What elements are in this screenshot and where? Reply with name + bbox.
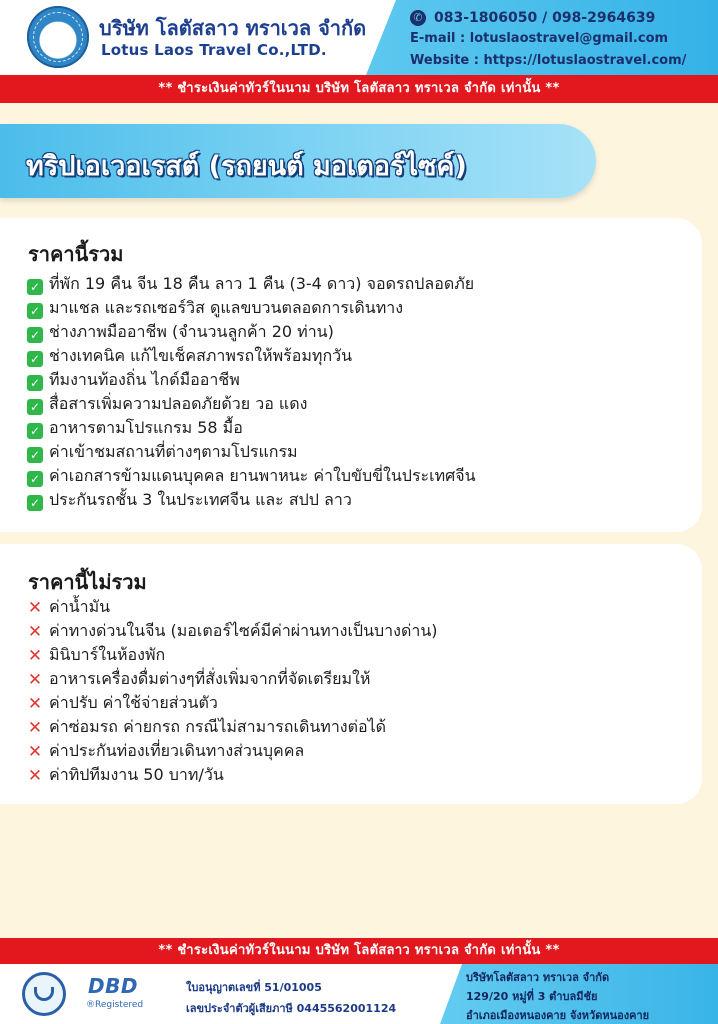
check-icon: ✓ — [27, 447, 43, 463]
footer-company-name: บริษัทโลตัสลาว ทราเวล จำกัด — [466, 971, 610, 984]
cross-icon: ✕ — [27, 718, 43, 738]
tourism-license-emblem-icon — [22, 972, 66, 1016]
check-icon: ✓ — [27, 327, 43, 343]
list-item — [27, 368, 476, 392]
phone-line[interactable] — [410, 10, 655, 26]
page-title: ทริปเอเวอเรสต์ (รถยนต์ มอเตอร์ไซค์) — [26, 151, 467, 182]
list-item-text: ประกันรถชั้น 3 ในประเทศจีน และ สปป ลาว — [49, 490, 352, 509]
excluded-list — [27, 595, 438, 787]
list-item-text: ค่าซ่อมรถ ค่ายกรถ กรณีไม่สามารถเดินทางต่อได้ — [49, 717, 387, 736]
list-item-text: ทีมงานท้องถิ่น ไกด์มืออาชีพ — [49, 370, 240, 389]
check-icon: ✓ — [27, 423, 43, 439]
list-item-text: มาแชล และรถเซอร์วิส ดูแลขบวนตลอดการเดินทาง — [49, 298, 404, 317]
list-item — [27, 296, 476, 320]
list-item-text: ช่างภาพมืออาชีพ (จำนวนลูกค้า 20 ท่าน) — [49, 322, 334, 341]
list-item — [27, 595, 438, 619]
check-icon: ✓ — [27, 375, 43, 391]
cross-icon: ✕ — [27, 670, 43, 690]
list-item-text: อาหารเครื่องดื่มต่างๆที่สั่งเพิ่มจากที่จัดเตรียมให้ — [49, 669, 371, 688]
cross-icon: ✕ — [27, 694, 43, 714]
list-item — [27, 739, 438, 763]
list-item-text: ค่าทิปทีมงาน 50 บาท/วัน — [49, 765, 224, 784]
title-banner — [0, 124, 596, 198]
list-item — [27, 619, 438, 643]
registered-icon: ® — [86, 1000, 95, 1010]
list-item — [27, 320, 476, 344]
list-item — [27, 488, 476, 512]
cross-icon: ✕ — [27, 598, 43, 618]
included-card — [0, 218, 702, 532]
payment-notice-bottom: ** ชำระเงินค่าทัวร์ในนาม บริษัท โลตัสลาว ทราเวล จำกัด เท่านั้น ** — [0, 938, 718, 964]
check-icon: ✓ — [27, 303, 43, 319]
list-item-text: ค่าเข้าชมสถานที่ต่างๆตามโปรแกรม — [49, 442, 298, 461]
payment-notice-top: ** ชำระเงินค่าทัวร์ในนาม บริษัท โลตัสลาว ทราเวล จำกัด เท่านั้น ** — [0, 75, 718, 103]
logo-ring — [33, 12, 83, 62]
dbd-logo: DBD — [88, 974, 138, 998]
check-icon: ✓ — [27, 351, 43, 367]
tax-id: เลขประจำตัวผู้เสียภาษี 0445562001124 — [186, 1002, 397, 1015]
company-logo — [27, 6, 89, 68]
check-icon: ✓ — [27, 471, 43, 487]
dbd-registered-text: Registered — [95, 1000, 144, 1010]
check-icon: ✓ — [27, 495, 43, 511]
check-icon: ✓ — [27, 279, 43, 295]
license-number: ใบอนุญาตเลขที่ 51/01005 — [186, 981, 322, 994]
list-item-text: ค่าเอกสารข้ามแดนบุคคล ยานพาหนะ ค่าใบขับขี่ในประเทศจีน — [49, 466, 476, 485]
header — [0, 0, 718, 75]
list-item-text: ช่างเทคนิค แก้ไขเช็คสภาพรถให้พร้อมทุกวัน — [49, 346, 353, 365]
list-item-text: ค่าประกันท่องเที่ยวเดินทางส่วนบุคคล — [49, 741, 305, 760]
included-heading: ราคานี้รวม — [28, 242, 124, 266]
included-list — [27, 272, 476, 512]
excluded-card — [0, 544, 702, 804]
cross-icon: ✕ — [27, 622, 43, 642]
website-link[interactable]: Website : https://lotuslaostravel.com/ — [410, 53, 687, 68]
list-item — [27, 763, 438, 787]
list-item-text: มินิบาร์ในห้องพัก — [49, 645, 166, 664]
list-item — [27, 667, 438, 691]
cross-icon: ✕ — [27, 742, 43, 762]
company-name-en: Lotus Laos Travel Co.,LTD. — [101, 41, 327, 59]
list-item — [27, 691, 438, 715]
footer — [0, 964, 718, 1024]
phone-numbers: 083-1806050 / 098-2964639 — [434, 10, 656, 26]
excluded-heading: ราคานี้ไม่รวม — [28, 570, 147, 594]
cross-icon: ✕ — [27, 646, 43, 666]
list-item — [27, 464, 476, 488]
list-item — [27, 440, 476, 464]
footer-address-line: อำเภอเมืองหนองคาย จังหวัดหนองคาย — [466, 1009, 650, 1022]
list-item-text: ที่พัก 19 คืน จีน 18 คืน ลาว 1 คืน (3-4 ดาว) จอดรถปลอดภัย — [49, 274, 475, 293]
list-item-text: อาหารตามโปรแกรม 58 มื้อ — [49, 418, 243, 437]
list-item — [27, 643, 438, 667]
footer-address-line: 129/20 หมู่ที่ 3 ตำบลมีชัย — [466, 990, 598, 1003]
company-name-th: บริษัท โลตัสลาว ทราเวล จำกัด — [99, 16, 367, 40]
dbd-registered-label — [86, 1000, 143, 1010]
check-icon: ✓ — [27, 399, 43, 415]
list-item — [27, 392, 476, 416]
list-item-text: ค่าทางด่วนในจีน (มอเตอร์ไซค์มีค่าผ่านทางเป็นบางด่าน) — [49, 621, 438, 640]
list-item-text: สื่อสารเพิ่มความปลอดภัยด้วย วอ แดง — [49, 394, 308, 413]
email-link[interactable]: E-mail : lotuslaostravel@gmail.com — [410, 31, 669, 46]
list-item-text: ค่าน้ำมัน — [49, 597, 111, 616]
list-item — [27, 344, 476, 368]
list-item — [27, 416, 476, 440]
phone-icon: ✆ — [410, 10, 426, 26]
list-item-text: ค่าปรับ ค่าใช้จ่ายส่วนตัว — [49, 693, 218, 712]
cross-icon: ✕ — [27, 766, 43, 786]
list-item — [27, 715, 438, 739]
list-item — [27, 272, 476, 296]
